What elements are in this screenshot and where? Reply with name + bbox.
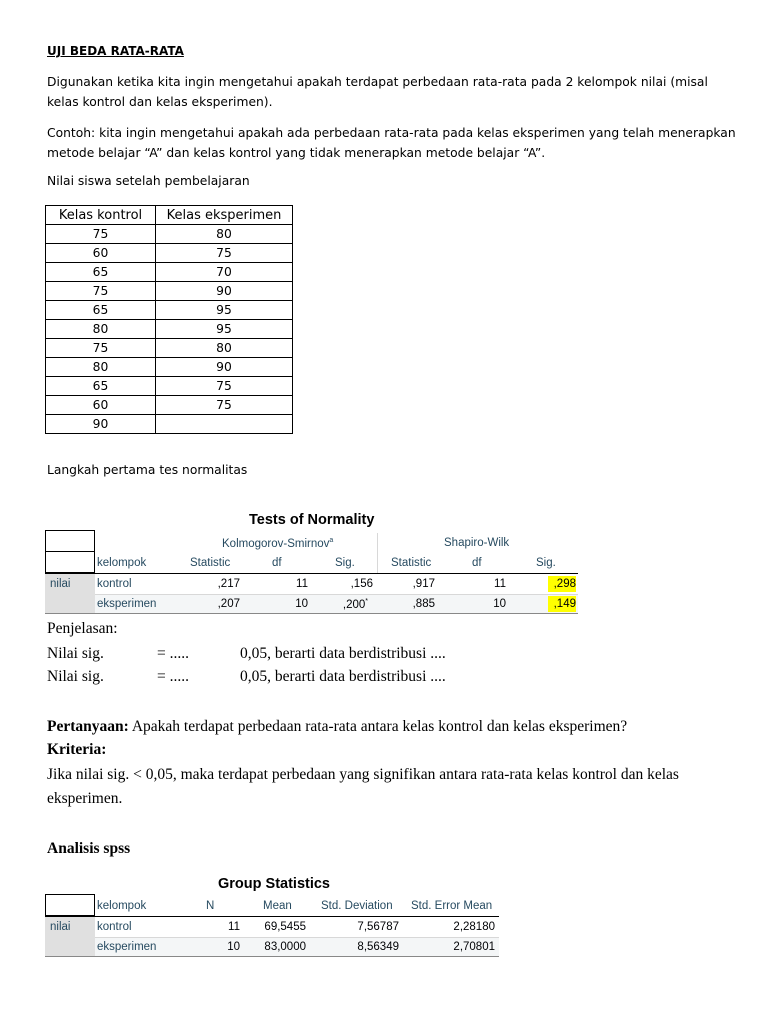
cell-kontrol: 75	[46, 225, 156, 244]
row-label-nilai: nilai	[50, 578, 71, 590]
table-row	[46, 339, 293, 358]
cell-kontrol: 80	[46, 358, 156, 377]
kontrol-mean: 69,5455	[264, 921, 306, 933]
step1-heading: Langkah pertama tes normalitas	[47, 463, 248, 477]
kontrol-ks-df: 11	[296, 578, 308, 590]
cell-kontrol: 60	[46, 244, 156, 263]
scores-heading: Nilai siswa setelah pembelajaran	[47, 174, 250, 188]
header-rule	[45, 573, 578, 574]
kontrol-sw-sig: ,298	[548, 576, 576, 592]
kriteria-line-2: eksperimen.	[47, 790, 123, 807]
eksperimen-mean: 83,0000	[264, 941, 306, 953]
row-kontrol-label: kontrol	[97, 578, 132, 590]
header-rule	[45, 916, 499, 917]
example-paragraph: Contoh: kita ingin mengetahui apakah ada perbedaan rata-rata pada kelas eksperimen yang telah menerapkan metode belajar “A” dan kelas kontrol yang tidak menerapkan metode belajar “A”.	[47, 126, 736, 160]
row-kontrol-label: kontrol	[97, 921, 132, 933]
col-kelompok: kelompok	[97, 900, 147, 912]
cell-eksperimen: 80	[156, 339, 293, 358]
table-row	[46, 263, 293, 282]
col-kelompok: kelompok	[97, 557, 147, 569]
analisis-heading: Analisis spss	[47, 840, 131, 857]
cell-eksperimen: 75	[156, 244, 293, 263]
table-row	[46, 396, 293, 415]
table-row	[46, 377, 293, 396]
penjelasan-line-1-text: 0,05, berarti data berdistribusi ....	[240, 645, 446, 662]
question: Pertanyaan: Apakah terdapat perbedaan rata-rata antara kelas kontrol dan kelas eksperimen?	[47, 718, 628, 735]
cell-eksperimen: 90	[156, 358, 293, 377]
intro-paragraph: Digunakan ketika kita ingin mengetahui apakah terdapat perbedaan rata-rata pada 2 kelompok nilai (misal kelas kontrol dan kelas eksperimen).	[47, 75, 708, 109]
ks-group-header: Kolmogorov-Smirnov$^a$	[222, 537, 334, 550]
eksperimen-sw-stat: ,885	[412, 598, 435, 610]
header-kelas-kontrol: Kelas kontrol	[46, 206, 156, 225]
group-stats-title: Group Statistics	[218, 876, 330, 892]
normality-title: Tests of Normality	[249, 512, 375, 528]
cell-kontrol: 75	[46, 339, 156, 358]
cell-kontrol: 80	[46, 320, 156, 339]
col-mean: Mean	[263, 900, 292, 912]
sw-group-header: Shapiro-Wilk	[444, 537, 510, 549]
header-kelas-eksperimen: Kelas eksperimen	[156, 206, 293, 225]
kontrol-se: 2,28180	[453, 921, 495, 933]
row-eksperimen-label: eksperimen	[97, 941, 157, 953]
cell-eksperimen: 75	[156, 396, 293, 415]
penjelasan-line-2-label: Nilai sig.	[47, 668, 104, 685]
kontrol-sw-df: 11	[494, 578, 506, 590]
corner-box-bottom	[45, 551, 95, 573]
cell-eksperimen: 95	[156, 320, 293, 339]
kriteria-line-1: Jika nilai sig. < 0,05, maka terdapat perbedaan yang signifikan antara rata-rata kelas kontrol dan kelas	[47, 766, 679, 783]
eksperimen-se: 2,70801	[453, 941, 495, 953]
cell-eksperimen	[156, 415, 293, 434]
kontrol-sw-stat: ,917	[412, 578, 435, 590]
cell-eksperimen: 80	[156, 225, 293, 244]
scores-header-row	[46, 206, 293, 225]
eksperimen-ks-stat: ,207	[217, 598, 240, 610]
bottom-rule	[45, 613, 578, 614]
kontrol-ks-stat: ,217	[217, 578, 240, 590]
row-label-nilai: nilai	[50, 921, 71, 933]
cell-eksperimen: 90	[156, 282, 293, 301]
table-row	[46, 415, 293, 434]
cell-kontrol: 65	[46, 301, 156, 320]
col-ks-sig: Sig.	[335, 557, 355, 569]
col-std-deviation: Std. Deviation	[321, 900, 393, 912]
col-sw-df: df	[472, 557, 482, 569]
cell-kontrol: 65	[46, 263, 156, 282]
penjelasan-line-2-text: 0,05, berarti data berdistribusi ....	[240, 668, 446, 685]
col-ks-df: df	[272, 557, 282, 569]
kontrol-sd: 7,56787	[357, 921, 399, 933]
row-divider	[95, 594, 578, 595]
corner-box	[45, 894, 95, 916]
penjelasan-label: Penjelasan:	[47, 620, 118, 637]
document-title: UJI BEDA RATA-RATA	[47, 44, 184, 58]
eksperimen-sd: 8,56349	[357, 941, 399, 953]
table-row	[46, 244, 293, 263]
group-divider	[377, 533, 378, 573]
table-row	[46, 358, 293, 377]
cell-eksperimen: 70	[156, 263, 293, 282]
col-std-error-mean: Std. Error Mean	[411, 900, 493, 912]
col-n: N	[206, 900, 215, 912]
table-row	[46, 282, 293, 301]
kriteria-label: Kriteria:	[47, 741, 107, 758]
penjelasan-line-2-eq: = .....	[157, 668, 189, 685]
kontrol-ks-sig: ,156	[350, 578, 373, 590]
cell-eksperimen: 95	[156, 301, 293, 320]
eksperimen-ks-sig: ,200*	[342, 598, 368, 611]
penjelasan-line-1-eq: = .....	[157, 645, 189, 662]
cell-eksperimen: 75	[156, 377, 293, 396]
cell-kontrol: 90	[46, 415, 156, 434]
table-row	[46, 301, 293, 320]
penjelasan-line-1-label: Nilai sig.	[47, 645, 104, 662]
cell-kontrol: 75	[46, 282, 156, 301]
cell-kontrol: 60	[46, 396, 156, 415]
corner-box-top	[45, 530, 95, 552]
cell-kontrol: 65	[46, 377, 156, 396]
col-sw-statistic: Statistic	[391, 557, 432, 569]
bottom-rule	[45, 956, 499, 957]
eksperimen-ks-df: 10	[295, 598, 308, 610]
eksperimen-n: 10	[227, 941, 240, 953]
kontrol-n: 11	[228, 921, 240, 933]
eksperimen-sw-df: 10	[493, 598, 506, 610]
col-sw-sig: Sig.	[536, 557, 556, 569]
col-ks-statistic: Statistic	[190, 557, 231, 569]
scores-table	[45, 205, 293, 434]
eksperimen-sw-sig: ,149	[548, 596, 576, 612]
table-row	[46, 225, 293, 244]
table-row	[46, 320, 293, 339]
row-divider	[95, 937, 499, 938]
row-eksperimen-label: eksperimen	[97, 598, 157, 610]
